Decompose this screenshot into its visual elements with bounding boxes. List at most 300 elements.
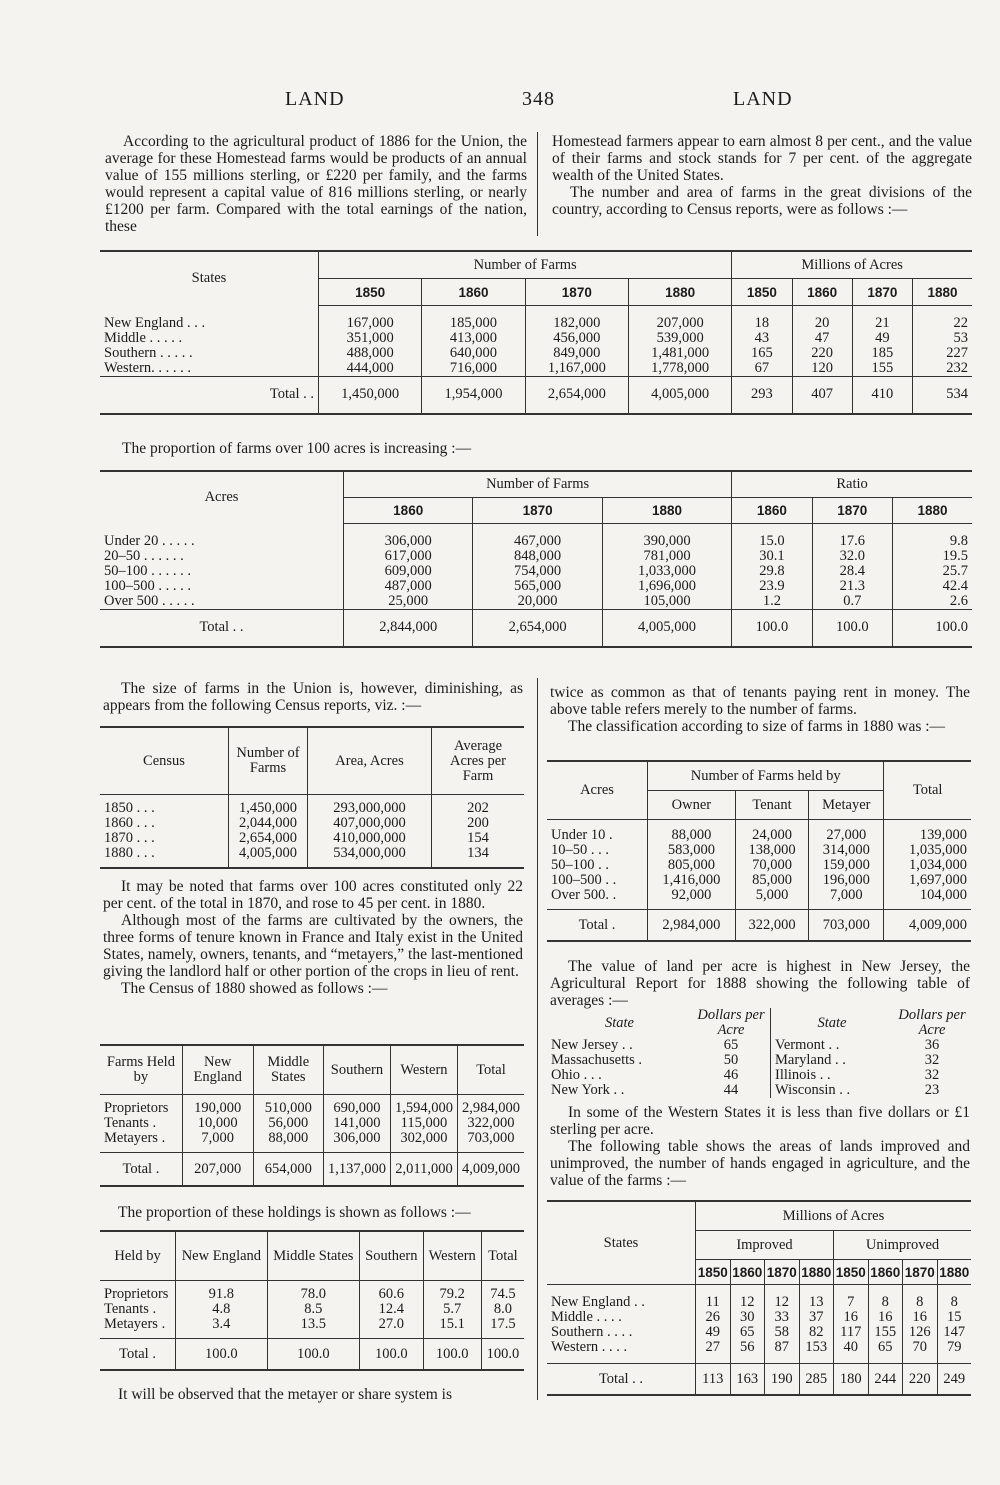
cell: 65 (730, 1325, 765, 1340)
cell: 410 (852, 376, 912, 414)
row-label: 20–50 . . . . . . (104, 547, 184, 564)
cell: 10,000 (182, 1116, 253, 1131)
column-divider (537, 132, 538, 236)
cell: 4.8 (176, 1302, 268, 1317)
table-row (100, 594, 972, 610)
paragraph: The classification according to size of farms in 1880 was :— (568, 718, 946, 735)
header-acres: Acres (100, 471, 344, 524)
year-header: 1880 (602, 498, 731, 524)
cell: 2,654,000 (229, 831, 308, 846)
cell: 17.6 (812, 534, 892, 549)
cell: Wisconsin . . (771, 1083, 894, 1098)
header-owner: Owner (648, 791, 736, 820)
year-header: 1850 (319, 279, 422, 306)
cell: 7,000 (182, 1131, 253, 1153)
table-row (100, 361, 972, 377)
table-row (100, 564, 972, 579)
cell: 92,000 (648, 888, 736, 910)
row-label: Proprietors (104, 1286, 169, 1302)
cell: 79.2 (423, 1281, 481, 1303)
year-header: 1870 (473, 498, 602, 524)
cell: 565,000 (473, 579, 602, 594)
cell: New York . . (551, 1082, 625, 1098)
cell: 50 (723, 1052, 739, 1068)
cell: 100.0 (176, 1339, 268, 1371)
table-farms-by-acres (100, 470, 972, 648)
cell: 58 (765, 1325, 800, 1340)
header-number-of-farms-held-by: Number of Farms held by (648, 761, 884, 791)
column-divider (537, 678, 538, 1400)
cell: 100.0 (360, 1339, 424, 1371)
table-row (547, 858, 971, 873)
cell: 56,000 (253, 1116, 323, 1131)
row-label: Over 500 . . . . . (104, 592, 195, 609)
cell: 117 (834, 1325, 869, 1340)
cell: 781,000 (602, 549, 731, 564)
row-label: Southern . . . . . (104, 344, 193, 361)
header-states: States (547, 1201, 696, 1285)
header-number-of-farms: Number of Farms (229, 727, 308, 795)
cell: 37 (799, 1310, 834, 1325)
table-total-row (547, 1364, 971, 1396)
cell: 8 (937, 1285, 971, 1311)
cell: 1.2 (732, 594, 812, 610)
cell: 105,000 (602, 594, 731, 610)
cell: 1,450,000 (319, 376, 422, 414)
cell: 65 (723, 1037, 739, 1053)
cell: 180 (834, 1364, 869, 1396)
cell: 21.3 (812, 579, 892, 594)
cell: 314,000 (809, 843, 884, 858)
cell: 293,000,000 (308, 795, 432, 817)
header-state: State (605, 1014, 634, 1031)
cell: 100.0 (481, 1339, 524, 1371)
cell: 805,000 (648, 858, 736, 873)
cell: 583,000 (648, 843, 736, 858)
header-western: Western (423, 1231, 481, 1281)
row-label: 1870 . . . (104, 830, 155, 846)
table-classification-1880 (547, 760, 971, 942)
cell: 24,000 (735, 820, 809, 844)
cell: 15 (937, 1310, 971, 1325)
cell: 16 (868, 1310, 903, 1325)
cell: 139,000 (884, 820, 971, 844)
cell: 2,011,000 (390, 1153, 457, 1187)
table-row (100, 316, 972, 331)
cell: 1,167,000 (525, 361, 628, 377)
header-total: Total (884, 761, 971, 820)
row-label: Metayers . (104, 1130, 166, 1146)
table-row (100, 1116, 524, 1131)
table-land-value (547, 1008, 971, 1098)
cell: 100.0 (812, 609, 892, 647)
cell: 126 (903, 1325, 938, 1340)
cell: 4,009,000 (457, 1153, 524, 1187)
row-label: Total . (547, 910, 648, 942)
cell: 1,416,000 (648, 873, 736, 888)
year-header: 1860 (422, 279, 525, 306)
header-states: States (100, 251, 319, 306)
row-label: Total . . (100, 376, 319, 414)
table-row (547, 1310, 971, 1325)
cell: 413,000 (422, 331, 525, 346)
table-row (547, 843, 971, 858)
cell: 654,000 (253, 1153, 323, 1187)
cell: 113 (696, 1364, 731, 1396)
cell: 67 (732, 361, 792, 377)
table-row (547, 1038, 971, 1053)
cell: 220 (792, 346, 852, 361)
table-row (547, 1053, 971, 1068)
cell: 49 (696, 1325, 731, 1340)
cell: 100.0 (732, 609, 812, 647)
cell: 70,000 (735, 858, 809, 873)
running-head-right: LAND (733, 88, 793, 110)
cell: 159,000 (809, 858, 884, 873)
cell: 40 (834, 1340, 869, 1364)
header-census: Census (100, 727, 229, 795)
paragraph: The Census of 1880 showed as follows :— (121, 980, 388, 997)
row-label: Middle . . . . (551, 1309, 622, 1325)
cell: 510,000 (253, 1095, 323, 1117)
cell: 78.0 (267, 1281, 359, 1303)
paragraph-metayer: It will be observed that the metayer or share system is (118, 1386, 453, 1403)
header-total: Total (481, 1231, 524, 1281)
header-held-by: Held by (100, 1231, 176, 1281)
cell: 467,000 (473, 534, 602, 549)
table-census-1880-tenure (100, 1044, 524, 1187)
header-area-acres: Area, Acres (308, 727, 432, 795)
intro-left-column (105, 133, 527, 235)
table-row (100, 1281, 524, 1303)
cell: 322,000 (735, 910, 809, 942)
year-header: 1870 (903, 1260, 938, 1285)
header-metayer: Metayer (809, 791, 884, 820)
cell: 32 (924, 1052, 940, 1068)
cell: 8.5 (267, 1302, 359, 1317)
cell: 65 (868, 1340, 903, 1364)
year-header: 1850 (834, 1260, 869, 1285)
intro-right-column (552, 133, 972, 218)
header-western: Western (390, 1045, 457, 1095)
cell: 1,481,000 (628, 346, 731, 361)
cell: 22 (912, 316, 972, 331)
cell: 302,000 (390, 1131, 457, 1153)
row-label: Under 20 . . . . . (104, 532, 195, 549)
cell: 185,000 (422, 316, 525, 331)
cell: 5.7 (423, 1302, 481, 1317)
cell: 2,654,000 (525, 376, 628, 414)
cell: Vermont . . (771, 1038, 894, 1053)
cell: 20 (792, 316, 852, 331)
table-row (547, 1083, 971, 1098)
cell: 42.4 (893, 579, 973, 594)
paragraph: Homestead farmers appear to earn almost 8 per cent., and the value of their farms and stock stands for 7 per cent. of the aggregate wealth of the United States. (552, 133, 972, 184)
table-row (547, 888, 971, 910)
row-label: 10–50 . . . (551, 842, 609, 858)
table-row (100, 831, 524, 846)
row-label: Total . . (547, 1364, 696, 1396)
table-row (547, 1325, 971, 1340)
year-header: 1880 (937, 1260, 971, 1285)
row-label: Middle . . . . . (104, 329, 183, 346)
cell: 23 (924, 1082, 940, 1098)
table-row (100, 331, 972, 346)
cell: 13 (799, 1285, 834, 1311)
cell: 18 (732, 316, 792, 331)
table-row (100, 846, 524, 868)
cell: 100.0 (423, 1339, 481, 1371)
cell: 153 (799, 1340, 834, 1364)
cell: 53 (912, 331, 972, 346)
table-farms-by-division (100, 250, 972, 415)
cell: 456,000 (525, 331, 628, 346)
cell: 15.0 (732, 534, 812, 549)
cell: 15.1 (423, 1317, 481, 1339)
cell: 617,000 (344, 549, 473, 564)
table-row (100, 1131, 524, 1153)
table-row (547, 1068, 971, 1083)
year-header: 1860 (344, 498, 473, 524)
cell: 534,000,000 (308, 846, 432, 868)
row-label: Over 500. . (551, 887, 617, 903)
paragraph: The number and area of farms in the great divisions of the country, according to Census reports, were as follows :— (552, 184, 972, 218)
cell: 88,000 (648, 820, 736, 844)
cell: 207,000 (182, 1153, 253, 1187)
cell: 1,696,000 (602, 579, 731, 594)
cell: 3.4 (176, 1317, 268, 1339)
header-dollars-per-acre: Dollars per Acre (697, 1007, 765, 1038)
year-header: 1860 (730, 1260, 765, 1285)
cell: 754,000 (473, 564, 602, 579)
table-row (100, 1095, 524, 1117)
cell: 85,000 (735, 873, 809, 888)
cell: Ohio . . . (551, 1067, 602, 1083)
year-header: 1850 (696, 1260, 731, 1285)
year-header: 1870 (525, 279, 628, 306)
cell: Maryland . . (771, 1053, 894, 1068)
cell: 155 (852, 361, 912, 377)
cell: 36 (924, 1037, 940, 1053)
cell: 407 (792, 376, 852, 414)
cell: 13.5 (267, 1317, 359, 1339)
cell: 115,000 (390, 1116, 457, 1131)
cell: 8.0 (481, 1302, 524, 1317)
cell: 147 (937, 1325, 971, 1340)
cell: 60.6 (360, 1281, 424, 1303)
header-improved: Improved (696, 1231, 834, 1260)
year-header: 1850 (732, 279, 792, 306)
cell: 1,450,000 (229, 795, 308, 817)
table-total-row (100, 376, 972, 414)
paragraph: In some of the Western States it is less than five dollars or £1 sterling per acre. (550, 1104, 970, 1138)
cell: 25.7 (893, 564, 973, 579)
year-header: 1880 (893, 498, 973, 524)
cell: 163 (730, 1364, 765, 1396)
cell: 185 (852, 346, 912, 361)
cell: 1,137,000 (323, 1153, 390, 1187)
cell: 27.0 (360, 1317, 424, 1339)
cell: 2,984,000 (457, 1095, 524, 1117)
cell: 16 (903, 1310, 938, 1325)
row-label: Western. . . . . . (104, 359, 192, 376)
cell: 167,000 (319, 316, 422, 331)
cell: 322,000 (457, 1116, 524, 1131)
cell: 100.0 (267, 1339, 359, 1371)
row-label: Tenants . (104, 1301, 157, 1317)
cell: 703,000 (457, 1131, 524, 1153)
header-new-england: New England (182, 1045, 253, 1095)
cell: 220 (903, 1364, 938, 1396)
cell: 88,000 (253, 1131, 323, 1153)
paragraph-proportion: The proportion of farms over 100 acres is increasing :— (122, 440, 472, 457)
cell: 30 (730, 1310, 765, 1325)
cell: 2.6 (893, 594, 973, 610)
cell: 640,000 (422, 346, 525, 361)
table-row (100, 549, 972, 564)
cell: 20,000 (473, 594, 602, 610)
table-improved-unimproved (547, 1200, 971, 1396)
cell: 7,000 (809, 888, 884, 910)
header-average-acres: Average Acres per Farm (432, 727, 525, 795)
table-total-row (100, 1153, 524, 1187)
cell: 1,594,000 (390, 1095, 457, 1117)
cell: 4,005,000 (229, 846, 308, 868)
cell: 848,000 (473, 549, 602, 564)
table-total-row (100, 609, 972, 647)
cell: 16 (834, 1310, 869, 1325)
cell: 46 (723, 1067, 739, 1083)
cell: 306,000 (323, 1131, 390, 1153)
cell: 32 (924, 1067, 940, 1083)
cell: 134 (432, 846, 525, 868)
cell: 487,000 (344, 579, 473, 594)
table-row (100, 816, 524, 831)
row-label: Western . . . . (551, 1339, 628, 1355)
cell: 4,009,000 (884, 910, 971, 942)
cell: 32.0 (812, 549, 892, 564)
cell: 33 (765, 1310, 800, 1325)
row-label: Southern . . . . (551, 1324, 633, 1340)
year-header: 1880 (628, 279, 731, 306)
cell: 17.5 (481, 1317, 524, 1339)
cell: 4,005,000 (602, 609, 731, 647)
cell: 1,697,000 (884, 873, 971, 888)
row-label: 1850 . . . (104, 800, 155, 816)
row-label: 1860 . . . (104, 815, 155, 831)
paragraph: The value of land per acre is highest in New Jersey, the Agricultural Report for 1888 showing the following table of averages :— (550, 958, 970, 1009)
cell: 4,005,000 (628, 376, 731, 414)
cell: 29.8 (732, 564, 812, 579)
cell: 47 (792, 331, 852, 346)
cell: 1,035,000 (884, 843, 971, 858)
row-label: Total . (100, 1153, 182, 1187)
cell: 8 (903, 1285, 938, 1311)
header-number-of-farms: Number of Farms (319, 251, 732, 279)
cell: 1,954,000 (422, 376, 525, 414)
cell: 43 (732, 331, 792, 346)
cell: 21 (852, 316, 912, 331)
cell: Illinois . . (771, 1068, 894, 1083)
cell: 82 (799, 1325, 834, 1340)
header-farms-held-by: Farms Held by (100, 1045, 182, 1095)
cell: 1,778,000 (628, 361, 731, 377)
cell: 155 (868, 1325, 903, 1340)
paragraph-proportion-holdings: The proportion of these holdings is shown as follows :— (118, 1204, 471, 1221)
cell: 70 (903, 1340, 938, 1364)
cell: 285 (799, 1364, 834, 1396)
cell: 1,034,000 (884, 858, 971, 873)
year-header: 1860 (732, 498, 812, 524)
cell: 91.8 (176, 1281, 268, 1303)
cell: New Jersey . . (551, 1037, 633, 1053)
cell: 182,000 (525, 316, 628, 331)
cell: 227 (912, 346, 972, 361)
cell: 49 (852, 331, 912, 346)
cell: 2,844,000 (344, 609, 473, 647)
paragraph: The following table shows the areas of lands improved and unimproved, the number of hands engaged in agriculture, and the value of the farms :— (550, 1138, 970, 1189)
header-acres: Acres (547, 761, 648, 820)
cell: 196,000 (809, 873, 884, 888)
paragraph-land-value (550, 958, 970, 1009)
paragraph: The size of farms in the Union is, however, diminishing, as appears from the following Census reports, viz. :— (103, 680, 523, 714)
cell: 2,984,000 (648, 910, 736, 942)
row-label: 1880 . . . (100, 846, 229, 868)
cell: 154 (432, 831, 525, 846)
cell: 488,000 (319, 346, 422, 361)
cell: 79 (937, 1340, 971, 1364)
cell: 74.5 (481, 1281, 524, 1303)
cell: 28.4 (812, 564, 892, 579)
cell: 207,000 (628, 316, 731, 331)
cell: 202 (432, 795, 525, 817)
cell: 12.4 (360, 1302, 424, 1317)
paragraph: Although most of the farms are cultivated by the owners, the three forms of tenure known in France and Italy exist in the United States, namely, owners, tenants, and “metayers,” the last-mentioned giving the landlord half or other portion of the crops in lieu of rent. (103, 912, 523, 980)
row-label: New England . . (551, 1294, 645, 1310)
year-header: 1870 (812, 498, 892, 524)
row-label: 50–100 . . (551, 857, 609, 873)
cell: 1,033,000 (602, 564, 731, 579)
cell: 534 (912, 376, 972, 414)
page-number: 348 (522, 88, 555, 110)
header-dollars-per-acre: Dollars per Acre (898, 1007, 966, 1038)
row-label: 100–500 . . . . . (104, 577, 191, 594)
table-row (100, 1317, 524, 1339)
cell: 2,654,000 (473, 609, 602, 647)
table-holdings-proportion (100, 1230, 524, 1371)
cell: 849,000 (525, 346, 628, 361)
cell: 30.1 (732, 549, 812, 564)
running-head-left: LAND (285, 88, 345, 110)
cell: 7 (834, 1285, 869, 1311)
cell: 232 (912, 361, 972, 377)
row-label: Metayers . (104, 1316, 166, 1332)
table-row (547, 820, 971, 844)
table-row (547, 1340, 971, 1364)
row-label: Total . (100, 1339, 176, 1371)
cell: 351,000 (319, 331, 422, 346)
header-southern: Southern (360, 1231, 424, 1281)
cell: 444,000 (319, 361, 422, 377)
year-header: 1870 (765, 1260, 800, 1285)
cell: 410,000,000 (308, 831, 432, 846)
cell: 44 (723, 1082, 739, 1098)
cell: 390,000 (602, 534, 731, 549)
cell: 716,000 (422, 361, 525, 377)
year-header: 1870 (852, 279, 912, 306)
text-block-classification (550, 684, 970, 735)
header-new-england: New England (176, 1231, 268, 1281)
